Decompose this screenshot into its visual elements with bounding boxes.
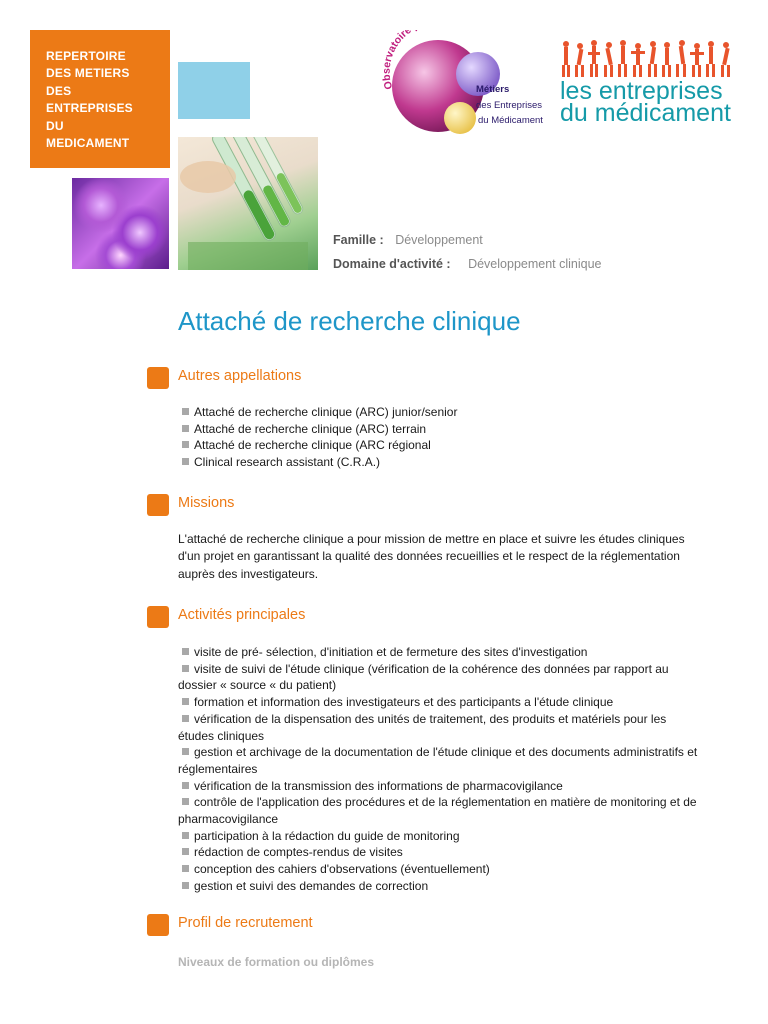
list-item: vérification de la transmission des informations de pharmacovigilance (178, 778, 698, 795)
missions-text: L'attaché de recherche clinique a pour mission de mettre en place et suivre les études cliniques d'un projet en garantissant la qualité des données recueillies et le respect de la réglementation auprès des investigateurs. (178, 532, 685, 581)
leem-logo-line-2: du médicament (560, 99, 731, 127)
repertoire-text: REPERTOIRE DES METIERS DES ENTREPRISES DU MEDICAMENT (46, 49, 133, 151)
observatoire-arc-text: O ervatoire (382, 30, 414, 91)
decorative-blue-square (178, 62, 250, 119)
bullet-square-icon (182, 748, 189, 755)
bullet-square-icon (182, 715, 189, 722)
list-item: Attaché de recherche clinique (ARC) terrain (182, 421, 742, 438)
list-item: conception des cahiers d'observations (éventuellement) (178, 861, 698, 878)
metiers-line-2: des Entreprises (476, 100, 543, 111)
bullet-square-icon (182, 458, 189, 465)
profil-subheading: Niveaux de formation ou diplômes (178, 955, 375, 969)
list-item: participation à la rédaction du guide de monitoring (178, 828, 698, 845)
list-item: Clinical research assistant (C.R.A.) (182, 454, 742, 471)
activites-list (178, 644, 698, 895)
figures-frieze-icon (560, 38, 740, 80)
domaine-value: Développement clinique (468, 257, 602, 271)
bullet-square-icon (182, 882, 189, 889)
capsules-photo (72, 178, 169, 269)
famille-value: Développement (395, 233, 483, 247)
list-item: contrôle de l'application des procédures et de la réglementation en matière de monitoring et de pharmacovigilance (178, 795, 697, 827)
section-marker-icon (147, 494, 169, 516)
bullet-square-icon (182, 698, 189, 705)
metiers-line-1: Métiers (476, 84, 510, 95)
section-heading: Profil de recrutement (178, 915, 313, 931)
repertoire-banner (30, 30, 170, 168)
list-item: Attaché de recherche clinique (ARC régional (182, 437, 742, 454)
lab-test-tubes-photo (178, 137, 318, 270)
observatoire-logo (382, 30, 552, 135)
list-item: visite de pré- sélection, d'initiation et de fermeture des sites d'investigation (178, 644, 698, 661)
list-item: gestion et suivi des demandes de correction (178, 878, 698, 895)
bullet-square-icon (182, 865, 189, 872)
list-item: Attaché de recherche clinique (ARC) junior/senior (182, 404, 742, 421)
page-title: Attaché de recherche clinique (178, 306, 521, 336)
metiers-line-3: du Médicament (478, 115, 543, 126)
bullet-square-icon (182, 648, 189, 655)
section-marker-icon (147, 606, 169, 628)
section-heading: Activités principales (178, 607, 306, 623)
bullet-square-icon (182, 665, 189, 672)
famille-row (333, 233, 483, 247)
bullet-square-icon (182, 832, 189, 839)
bullet-square-icon (182, 798, 189, 805)
section-marker-icon (147, 367, 169, 389)
domaine-row (333, 257, 602, 271)
leem-logo-line-1: les entreprises (560, 77, 723, 105)
section-heading: Autres appellations (178, 368, 302, 384)
autres-appellations-list (182, 404, 742, 471)
bullet-square-icon (182, 441, 189, 448)
bullet-square-icon (182, 408, 189, 415)
section-heading: Missions (178, 495, 235, 511)
section-marker-icon (147, 914, 169, 936)
list-item: rédaction de comptes-rendus de visites (178, 844, 698, 861)
list-item: gestion et archivage de la documentation de l'étude clinique et des documents administratifs et réglementaires (178, 745, 698, 776)
bullet-square-icon (182, 425, 189, 432)
list-item: vérification de la dispensation des unités de traitement, des produits et matériels pour les études cliniques (178, 711, 667, 743)
bullet-square-icon (182, 782, 189, 789)
list-item: visite de suivi de l'étude clinique (vérification de la cohérence des données par rapport au dossier « source « du patient) (178, 661, 669, 693)
leem-logo (560, 38, 740, 133)
domaine-label: Domaine d'activité : (333, 257, 451, 271)
famille-label: Famille : (333, 233, 384, 247)
bullet-square-icon (182, 848, 189, 855)
list-item: formation et information des investigateurs et des participants a l'étude clinique (178, 694, 698, 711)
